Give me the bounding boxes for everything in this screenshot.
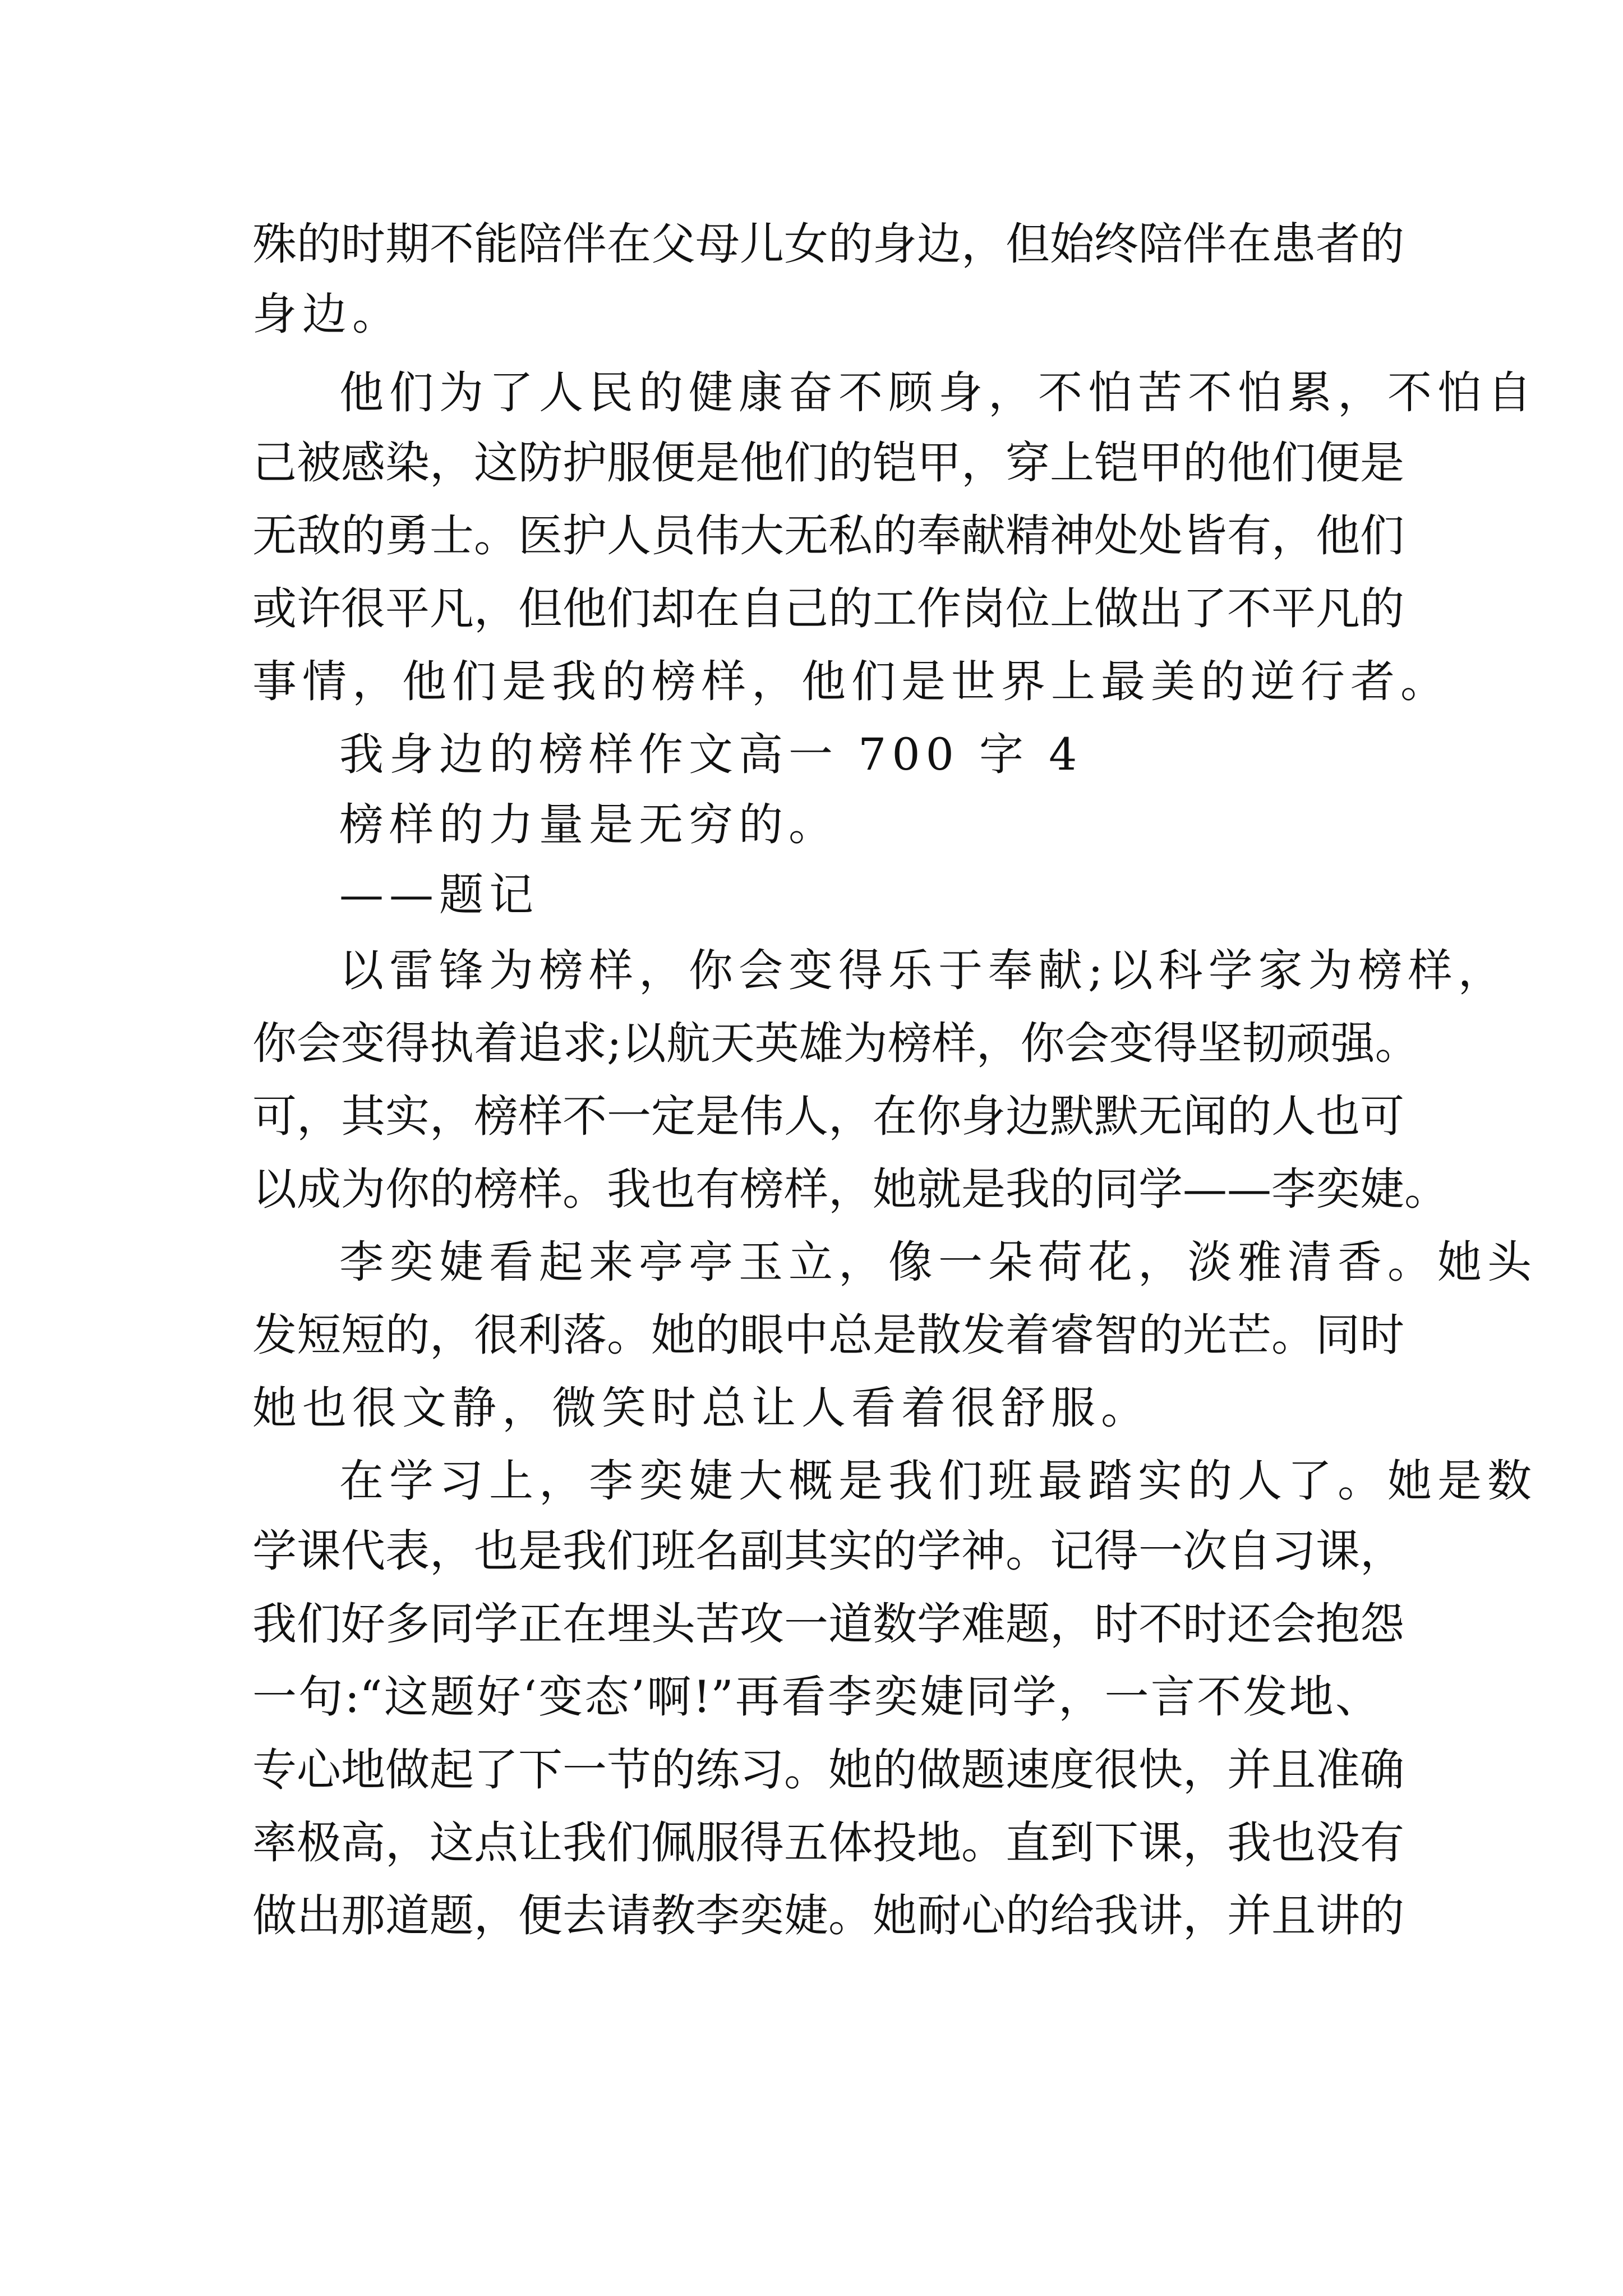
text-line: 做出那道题，便去请教李奕婕。她耐心的给我讲，并且讲的 — [252, 1890, 1404, 1941]
text-line: 发短短的，很利落。她的眼中总是散发着睿智的光芒。同时 — [252, 1309, 1404, 1361]
text-line: 专心地做起了下一节的练习。她的做题速度很快，并且准确 — [252, 1744, 1404, 1796]
text-line: 我们好多同学正在埋头苦攻一道数学难题，时不时还会抱怨 — [252, 1598, 1404, 1650]
text-line: 率极高，这点让我们佩服得五体投地。直到下课，我也没有 — [252, 1817, 1404, 1869]
text-line: 学课代表，也是我们班名副其实的学神。记得一次自习课， — [252, 1525, 1404, 1577]
text-line: 或许很平凡，但他们却在自己的工作岗位上做出了不平凡的 — [252, 583, 1404, 634]
paragraph-start: 他们为了人民的健康奋不顾身，不怕苦不怕累，不怕自 — [339, 367, 1537, 418]
paragraph-start: 李奕婕看起来亭亭玉立，像一朵荷花，淡雅清香。她头 — [339, 1236, 1537, 1288]
paragraph-start: 在学习上，李奕婕大概是我们班最踏实的人了。她是数 — [339, 1455, 1537, 1507]
text-line: 殊的时期不能陪伴在父母儿女的身边，但始终陪伴在患者的 — [252, 218, 1404, 270]
text-line: 你会变得执着追求;以航天英雄为榜样，你会变得坚韧顽强。 — [252, 1018, 1419, 1069]
text-line: 一句:“这题好‘变态’啊!”再看李奕婕同学，一言不发地、 — [252, 1671, 1380, 1723]
section-heading: 我身边的榜样作文高一 700 字 4 — [339, 729, 1083, 780]
text-line: 己被感染，这防护服便是他们的铠甲，穿上铠甲的他们便是 — [252, 437, 1404, 489]
text-line: 她也很文静，微笑时总让人看着很舒服。 — [252, 1382, 1151, 1434]
paragraph-start: 以雷锋为榜样，你会变得乐于奉献;以科学家为榜样， — [339, 945, 1508, 996]
epigraph-attribution: ——题记 — [339, 869, 539, 921]
epigraph: 榜样的力量是无穷的。 — [339, 799, 838, 850]
text-line: 以成为你的榜样。我也有榜样，她就是我的同学——李奕婕。 — [252, 1163, 1449, 1215]
text-line: 身边。 — [252, 288, 402, 340]
text-line: 事情，他们是我的榜样，他们是世界上最美的逆行者。 — [252, 656, 1450, 707]
text-line: 无敌的勇士。医护人员伟大无私的奉献精神处处皆有，他们 — [252, 510, 1404, 562]
text-line: 可，其实，榜样不一定是伟人，在你身边默默无闻的人也可 — [252, 1091, 1404, 1142]
